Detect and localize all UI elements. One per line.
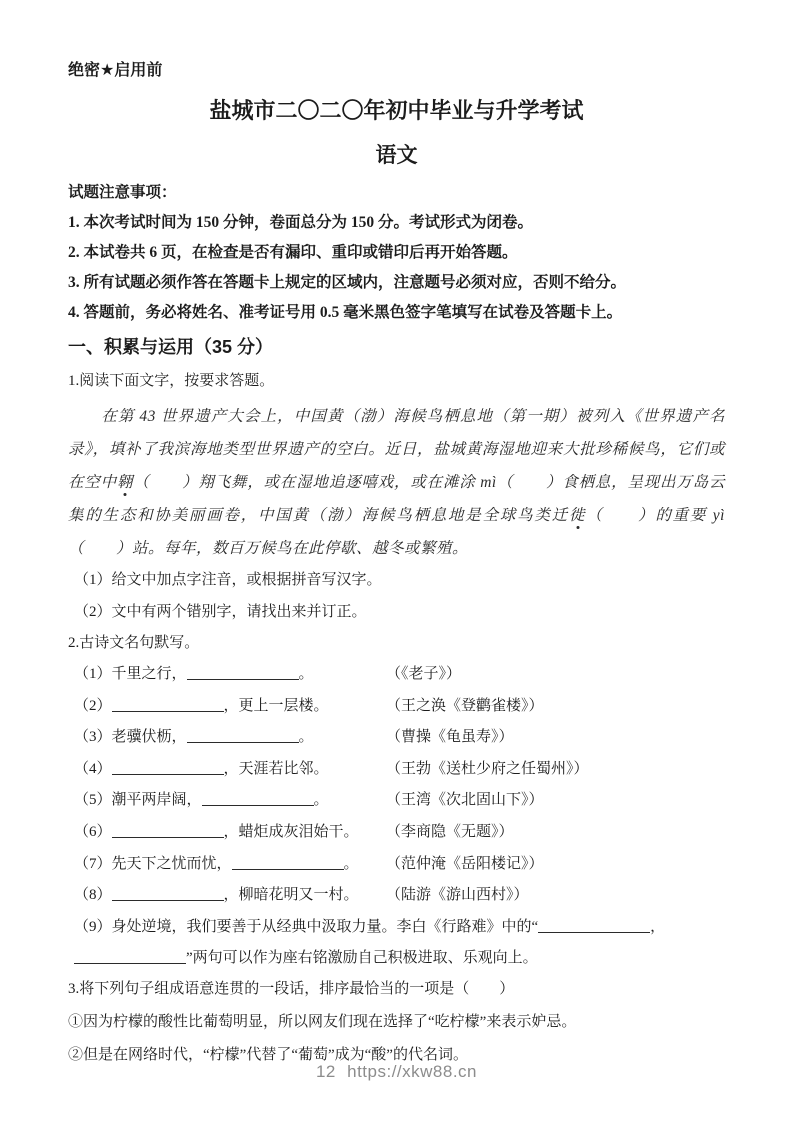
answer-blank — [232, 856, 344, 870]
q2-item-text: （7）先天下之忧而忧， 。 — [74, 855, 359, 872]
q3-sentence-option: ①因为柠檬的酸性比葡萄明显，所以网友们现在选择了“吃柠檬”来表示妒忌。 — [68, 1013, 577, 1030]
q3-sentence-option: ②但是在网络时代，“柠檬”代替了“葡萄”成为“酸”的代名词。 — [68, 1046, 468, 1063]
question-2-rows — [68, 662, 725, 978]
answer-blank — [187, 666, 299, 680]
q2-item-text: ”两句可以作为座右铭激励自己积极进取、乐观向上。 — [74, 946, 725, 967]
watermark-url: https://xkw88.cn — [347, 1062, 478, 1081]
q2-item-source: （陆游《游山西村》） — [386, 887, 529, 904]
q2-item-row — [68, 725, 725, 757]
q2-item-row — [68, 883, 725, 915]
q2-item-source: （王湾《次北固山下》） — [386, 792, 544, 809]
answer-blank — [112, 824, 224, 838]
q2-item-row — [68, 852, 725, 884]
note-item: 1. 本次考试时间为 150 分钟，卷面总分为 150 分。考试形式为闭卷。 — [68, 214, 534, 231]
dotted-char: 翱 — [116, 474, 134, 491]
q2-item-text: （6） ，蜡炬成灰泪始干。 — [74, 823, 359, 840]
question-1-sub: （1）给文中加点字注音，或根据拼音写汉字。 — [74, 572, 382, 588]
q2-item-source: （曹操《龟虽寿》） — [386, 729, 514, 746]
notes-heading: 试题注意事项： — [68, 184, 177, 201]
question-1-sub: （2）文中有两个错别字，请找出来并订正。 — [74, 604, 367, 620]
question-1-stem: 1.阅读下面文字，按要求答题。 — [68, 373, 275, 389]
q2-item-source: （王之涣《登鹳雀楼》） — [386, 697, 544, 714]
answer-blank — [112, 887, 224, 901]
exam-title: 盐城市二〇二〇年初中毕业与升学考试 — [209, 98, 584, 123]
note-item: 2. 本试卷共 6 页，在检查是否有漏印、重印或错印后再开始答题。 — [68, 244, 518, 261]
q2-item-row — [68, 662, 725, 694]
notes-list — [68, 212, 725, 324]
q2-item-source: （范仲淹《岳阳楼记》） — [386, 855, 544, 872]
reading-passage: 在第 43 世界遗产大会上，中国黄（渤）海候鸟栖息地（第一期）被列入《世界遗产名录》，填补了我滨海地类型世界遗产的空白。近日，盐城黄海湿地迎来大批珍稀候鸟，它们或在空中翱（ ）翔飞舞，或在湿地追逐嘻戏，或在滩涂 mì（ ）食栖息，呈现出万岛云集的生态和协美丽画卷，中国黄（渤）海候鸟栖息地是全球鸟类迁徙（ ）的重要 yì（ ）站。每年，数百万候鸟在此停歇、越冬或繁殖。 — [68, 408, 725, 557]
q2-item-source: （王勃《送杜少府之任蜀州》） — [386, 760, 589, 777]
answer-blank — [538, 919, 650, 933]
q2-item-row — [68, 694, 725, 726]
answer-blank — [112, 761, 224, 775]
answer-blank — [74, 950, 186, 964]
q2-item-row — [68, 757, 725, 789]
q2-item-text: （2） ，更上一层楼。 — [74, 697, 329, 714]
question-3-options — [68, 1011, 725, 1066]
q2-item-row — [68, 820, 725, 852]
answer-blank — [112, 698, 224, 712]
question-2-stem: 2.古诗文名句默写。 — [68, 635, 200, 651]
q2-item-source: （《老子》） — [386, 666, 462, 682]
q2-item-source: （李商隐《无题》） — [386, 823, 514, 840]
page-number: 12 — [315, 1062, 336, 1081]
answer-blank — [202, 792, 314, 806]
exam-subject: 语文 — [375, 144, 418, 167]
section-one-heading: 一、积累与运用（35 分） — [68, 337, 274, 357]
page-footer — [0, 1062, 793, 1082]
q2-item-text: （9）身处逆境，我们要善于从经典中汲取力量。李白《行路难》中的“ ， — [74, 918, 666, 935]
note-item: 3. 所有试题必须作答在答题卡上规定的区域内，注意题号必须对应，否则不给分。 — [68, 274, 627, 291]
q2-item-row — [68, 946, 725, 978]
q2-item-text: （3）老骥伏枥， 。 — [74, 729, 314, 746]
question-3-stem: 3.将下列句子组成语意连贯的一段话，排序最恰当的一项是（ ） — [68, 980, 515, 997]
q2-item-text: （1）千里之行， 。 — [74, 666, 314, 682]
classified-label: 绝密★启用前 — [68, 62, 163, 79]
q2-item-text: （4） ，天涯若比邻。 — [74, 760, 329, 777]
q2-item-row — [68, 915, 725, 947]
note-item: 4. 答题前，务必将姓名、准考证号用 0.5 毫米黑色签字笔填写在试卷及答题卡上。 — [68, 304, 623, 321]
q2-item-row — [68, 788, 725, 820]
question-1-subitems — [68, 569, 725, 623]
q2-item-text: （8） ，柳暗花明又一村。 — [74, 887, 359, 904]
answer-blank — [187, 729, 299, 743]
q2-item-text: （5）潮平两岸阔， 。 — [74, 792, 329, 809]
dotted-char: 徙 — [568, 507, 587, 524]
